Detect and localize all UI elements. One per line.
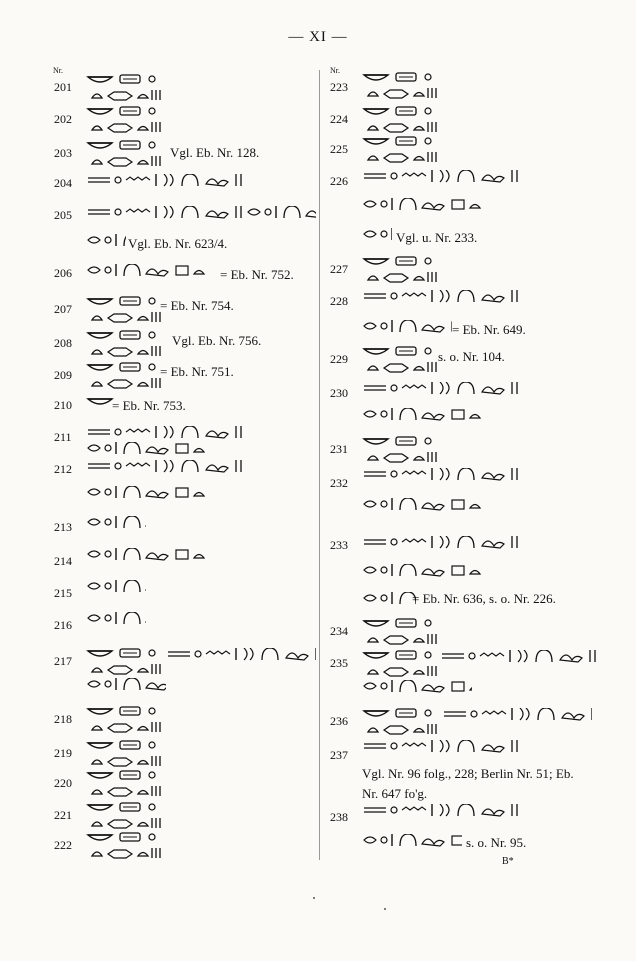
entry-number: 224 — [330, 112, 348, 126]
hieroglyph-icon — [86, 426, 246, 440]
hieroglyph-icon — [86, 548, 276, 576]
column-divider — [319, 70, 320, 860]
entry-note: = Eb. Nr. 753. — [112, 398, 186, 413]
hieroglyph-icon — [440, 650, 600, 664]
entry-note: = Eb. Nr. 751. — [160, 364, 234, 379]
entry-note: Vgl. Eb. Nr. 623/4. — [128, 236, 228, 251]
entry-note: s. o. Nr. 95. — [466, 835, 527, 850]
entry-number: 229 — [330, 352, 348, 366]
entry-note: = Eb. Nr. 636, s. o. Nr. 226. — [412, 591, 556, 606]
hieroglyph-icon — [362, 834, 462, 848]
hieroglyph-icon — [86, 706, 166, 734]
hieroglyph-icon — [362, 564, 592, 578]
hieroglyph-icon — [86, 362, 166, 390]
hieroglyph-icon — [86, 612, 146, 640]
entry-number: 238 — [330, 810, 348, 824]
entry-number: 211 — [54, 430, 72, 444]
entry-number: 222 — [54, 838, 72, 852]
hieroglyph-icon — [86, 264, 218, 292]
hieroglyph-icon — [362, 408, 492, 422]
hieroglyph-icon — [86, 460, 316, 474]
entry-note: s. o. Nr. 104. — [438, 349, 505, 364]
entry-number: 215 — [54, 586, 72, 600]
hieroglyph-icon — [362, 618, 442, 646]
entry-note: = Eb. Nr. 754. — [160, 298, 234, 313]
entry-number: 210 — [54, 398, 72, 412]
entry-number: 207 — [54, 302, 72, 316]
hieroglyph-icon — [362, 136, 442, 164]
hieroglyph-icon — [86, 648, 166, 676]
entry-note: Vgl. Eb. Nr. 128. — [170, 145, 260, 160]
hieroglyph-icon — [362, 436, 442, 464]
hieroglyph-icon — [86, 174, 246, 188]
hieroglyph-icon — [166, 648, 316, 662]
entry-number: 232 — [330, 476, 348, 490]
hieroglyph-icon — [86, 802, 166, 830]
entry-number: 217 — [54, 654, 72, 668]
entry-number: 235 — [330, 656, 348, 670]
column-label-left: Nr. — [53, 66, 63, 75]
entry-number: 226 — [330, 174, 348, 188]
hieroglyph-icon — [362, 536, 592, 550]
hieroglyph-icon — [86, 140, 166, 168]
entry-number: 227 — [330, 262, 348, 276]
paper-speck — [313, 897, 315, 899]
hieroglyph-icon — [86, 770, 166, 798]
entry-note: = Eb. Nr. 752. — [220, 267, 294, 282]
hieroglyph-icon — [362, 228, 392, 242]
entry-number: 208 — [54, 336, 72, 350]
hieroglyph-icon — [86, 516, 146, 544]
hieroglyph-icon — [362, 346, 442, 374]
entry-number: 214 — [54, 554, 72, 568]
hieroglyph-icon — [86, 678, 166, 692]
hieroglyph-icon — [362, 498, 552, 512]
column-label-right: Nr. — [330, 66, 340, 75]
entry-number: 223 — [330, 80, 348, 94]
entry-number: 213 — [54, 520, 72, 534]
entry-number: 204 — [54, 176, 72, 190]
entry-number: 234 — [330, 624, 348, 638]
entry-number: 220 — [54, 776, 72, 790]
entry-note: Vgl. u. Nr. 233. — [396, 230, 478, 245]
hieroglyph-icon — [362, 198, 592, 212]
hieroglyph-icon — [86, 740, 166, 768]
hieroglyph-icon — [362, 290, 592, 304]
hieroglyph-icon — [362, 72, 442, 100]
hieroglyph-icon — [86, 106, 166, 134]
hieroglyph-icon — [362, 708, 442, 736]
hieroglyph-icon — [362, 382, 592, 396]
entry-note: Vgl. Eb. Nr. 756. — [172, 333, 262, 348]
entry-number: 233 — [330, 538, 348, 552]
hieroglyph-icon — [362, 468, 592, 482]
hieroglyph-icon — [246, 206, 316, 220]
entry-number: 203 — [54, 146, 72, 160]
hieroglyph-icon — [362, 740, 592, 754]
entry-number: 201 — [54, 80, 72, 94]
entry-number: 205 — [54, 208, 72, 222]
hieroglyph-icon — [362, 680, 472, 694]
hieroglyph-icon — [362, 592, 416, 606]
hieroglyph-icon — [86, 296, 166, 324]
hieroglyph-icon — [362, 256, 442, 284]
hieroglyph-icon — [362, 804, 592, 818]
entry-number: 209 — [54, 368, 72, 382]
entry-number: 231 — [330, 442, 348, 456]
entry-note: = Eb. Nr. 649. — [452, 322, 526, 337]
hieroglyph-icon — [86, 832, 166, 860]
entry-number: 218 — [54, 712, 72, 726]
entry-number: 225 — [330, 142, 348, 156]
page-header: — XI — — [288, 29, 348, 45]
paper-speck — [384, 908, 386, 910]
entry-number: 202 — [54, 112, 72, 126]
hieroglyph-icon — [86, 74, 166, 102]
hieroglyph-icon — [362, 320, 452, 334]
entry-number: 228 — [330, 294, 348, 308]
entry-number: 237 — [330, 748, 348, 762]
entry-number: 230 — [330, 386, 348, 400]
entry-number: 219 — [54, 746, 72, 760]
entry-number: 216 — [54, 618, 72, 632]
entry-number: 206 — [54, 266, 72, 280]
entry-note: Vgl. Nr. 96 folg., 228; Berlin Nr. 51; Eb. — [362, 766, 574, 781]
hieroglyph-icon — [86, 234, 126, 248]
hieroglyph-icon — [362, 170, 592, 184]
hieroglyph-icon — [86, 442, 246, 456]
signature-mark: B* — [502, 856, 514, 867]
entry-number: 212 — [54, 462, 72, 476]
hieroglyph-icon — [86, 396, 114, 410]
hieroglyph-icon — [86, 330, 166, 358]
entry-note-continued: Nr. 647 fo'g. — [362, 786, 428, 801]
entry-number: 236 — [330, 714, 348, 728]
hieroglyph-icon — [442, 708, 592, 722]
hieroglyph-icon — [86, 580, 146, 608]
hieroglyph-icon — [86, 206, 246, 220]
hieroglyph-icon — [362, 106, 442, 134]
hieroglyph-icon — [86, 486, 266, 500]
entry-number: 221 — [54, 808, 72, 822]
